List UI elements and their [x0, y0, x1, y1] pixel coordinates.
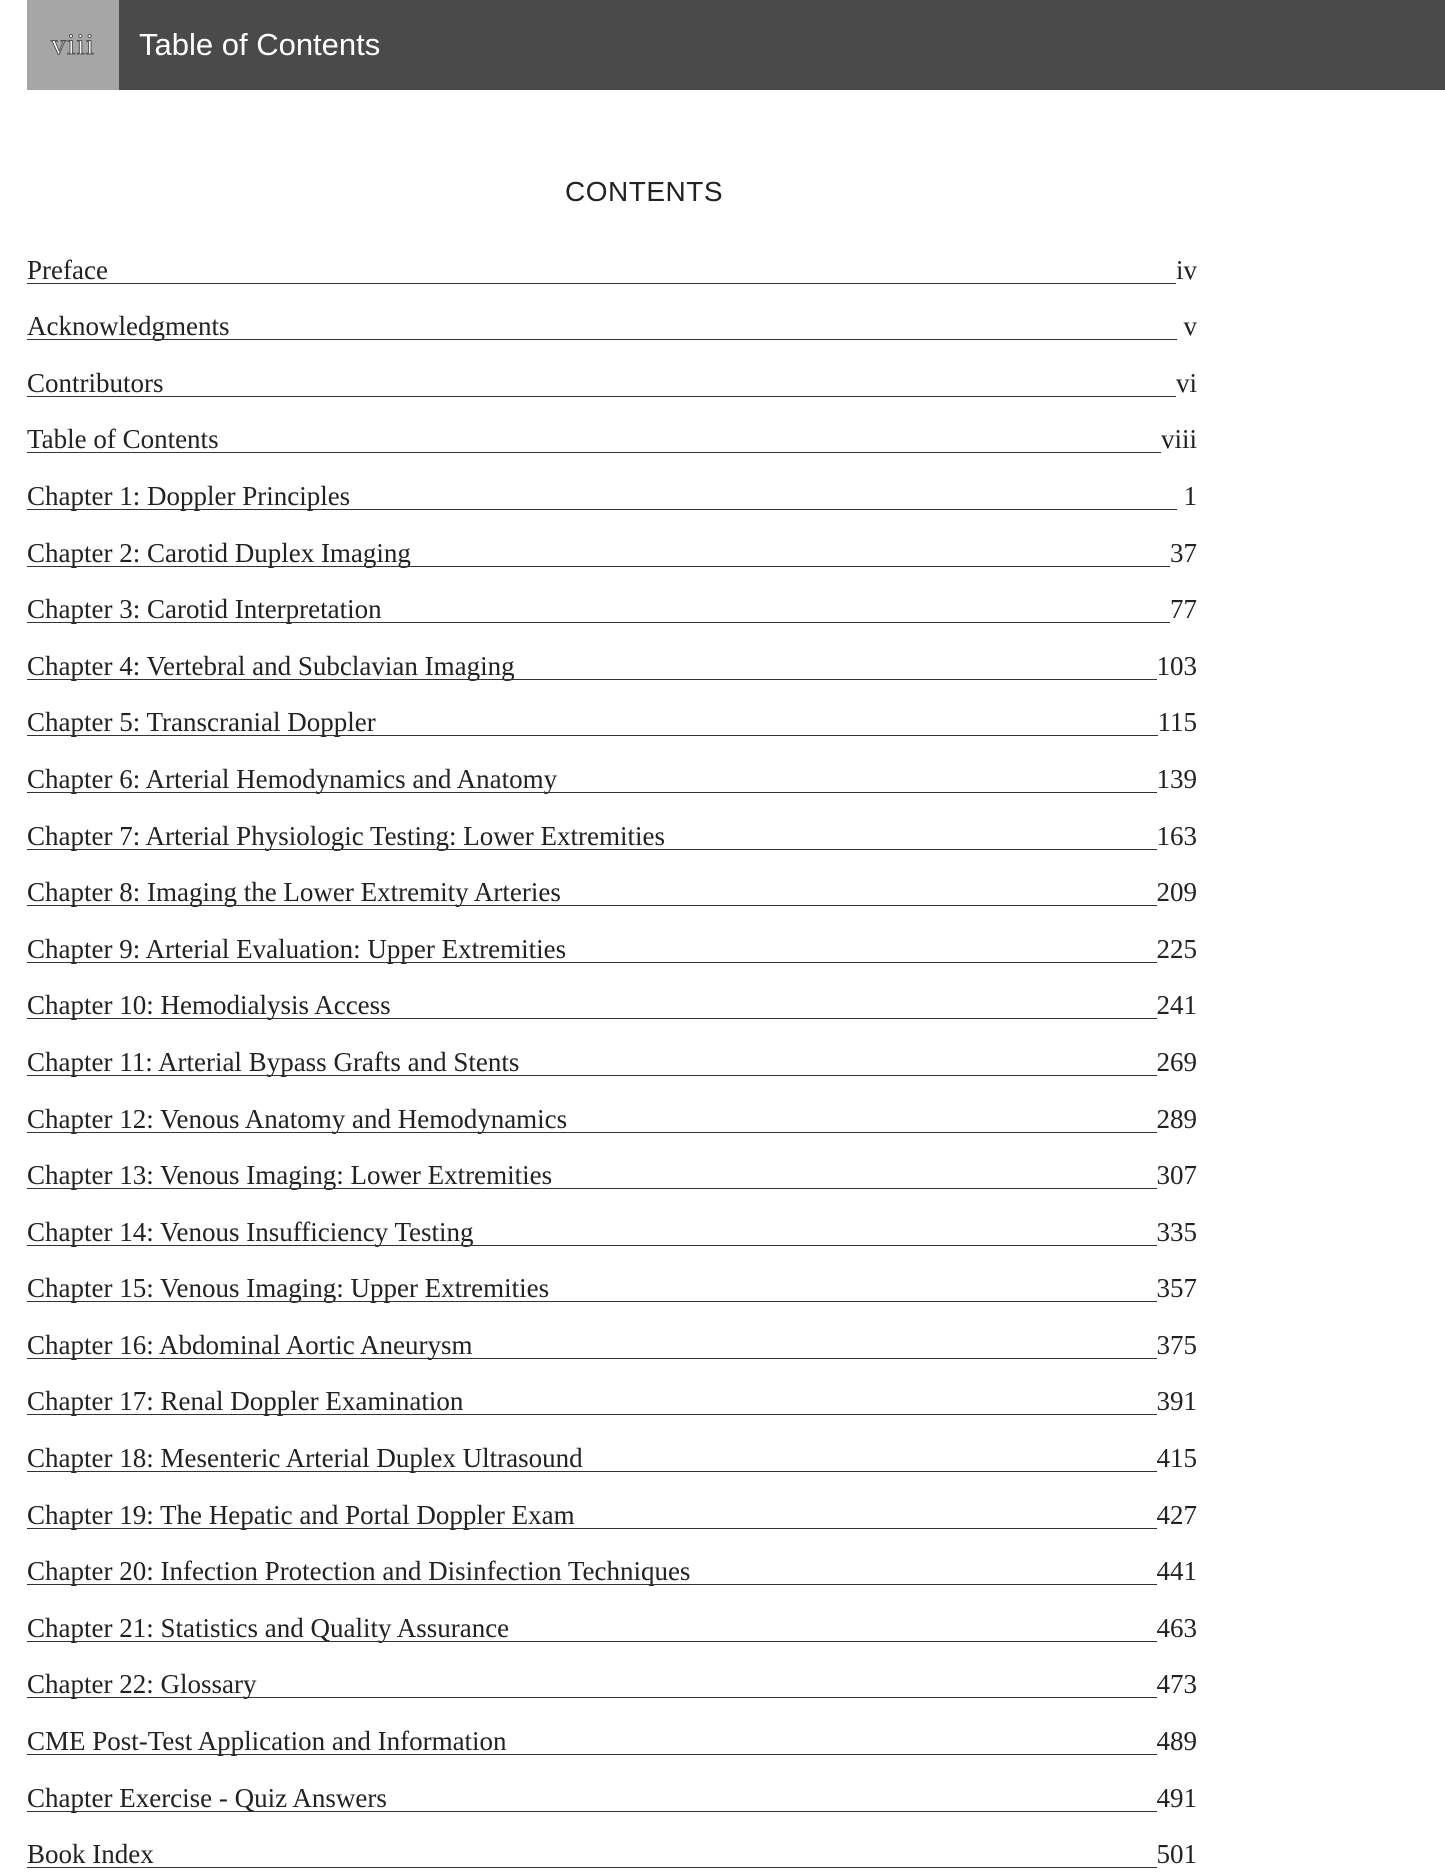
toc-entry-page-number[interactable]: 357: [1156, 1273, 1197, 1304]
toc-list: [27, 235, 1197, 1876]
toc-entry-title[interactable]: Table of Contents: [27, 424, 219, 455]
toc-entry[interactable]: [27, 235, 1197, 292]
toc-entry-underline: [27, 1754, 1157, 1755]
toc-entry-title[interactable]: Chapter 12: Venous Anatomy and Hemodynamics: [27, 1103, 568, 1134]
toc-entry-title[interactable]: Chapter 4: Vertebral and Subclavian Imaging: [27, 650, 515, 681]
contents-heading: CONTENTS: [565, 176, 723, 207]
toc-entry-page-number[interactable]: 115: [1157, 707, 1197, 738]
toc-entry[interactable]: [27, 1367, 1197, 1424]
toc-entry-page-number[interactable]: vi: [1175, 367, 1197, 398]
toc-entry-page-number[interactable]: 501: [1156, 1839, 1197, 1870]
toc-leader-line: [256, 1668, 1156, 1700]
toc-entry[interactable]: [27, 1820, 1197, 1876]
toc-entry-title[interactable]: Chapter 21: Statistics and Quality Assurance: [27, 1612, 510, 1643]
toc-entry-underline: [27, 1132, 1157, 1133]
toc-entry[interactable]: [27, 744, 1197, 801]
toc-entry[interactable]: [27, 971, 1197, 1028]
toc-entry[interactable]: [27, 1706, 1197, 1763]
toc-entry-page-number[interactable]: 463: [1156, 1612, 1197, 1643]
toc-entry-underline: [27, 905, 1157, 906]
toc-entry-title[interactable]: CME Post-Test Application and Information: [27, 1726, 507, 1757]
toc-entry-page-number[interactable]: 163: [1156, 820, 1197, 851]
toc-entry-underline: [27, 1641, 1157, 1642]
toc-entry[interactable]: [27, 1650, 1197, 1707]
header-running-title: Table of Contents: [139, 27, 381, 62]
toc-entry-title[interactable]: Chapter 3: Carotid Interpretation: [27, 594, 382, 625]
toc-entry-title[interactable]: Chapter 10: Hemodialysis Access: [27, 990, 391, 1021]
toc-entry[interactable]: [27, 801, 1197, 858]
toc-entry-title[interactable]: Chapter 9: Arterial Evaluation: Upper Extremities: [27, 933, 567, 964]
toc-entry-title[interactable]: Chapter 11: Arterial Bypass Grafts and Stents: [27, 1046, 520, 1077]
toc-entry-underline: [27, 1188, 1157, 1189]
toc-leader-line: [515, 650, 1157, 682]
toc-entry-title[interactable]: Chapter 8: Imaging the Lower Extremity Arteries: [27, 877, 561, 908]
toc-entry-underline: [27, 1471, 1157, 1472]
toc-leader-line: [549, 1272, 1156, 1304]
toc-entry-page-number[interactable]: 335: [1156, 1216, 1197, 1247]
toc-entry-underline: [27, 1245, 1157, 1246]
toc-entry[interactable]: [27, 348, 1197, 405]
toc-entry[interactable]: [27, 292, 1197, 349]
toc-entry[interactable]: [27, 1027, 1197, 1084]
toc-entry-page-number[interactable]: 209: [1156, 877, 1197, 908]
toc-leader-line: [690, 1555, 1156, 1587]
toc-entry-page-number[interactable]: 289: [1156, 1103, 1197, 1134]
toc-entry-page-number[interactable]: 1: [1183, 480, 1197, 511]
toc-entry-underline: [27, 566, 1170, 567]
toc-entry[interactable]: [27, 1480, 1197, 1537]
toc-entry-page-number[interactable]: 441: [1156, 1556, 1197, 1587]
toc-entry[interactable]: [27, 1254, 1197, 1311]
toc-entry-title[interactable]: Chapter 17: Renal Doppler Examination: [27, 1386, 464, 1417]
toc-entry-underline: [27, 622, 1170, 623]
toc-leader-line: [391, 989, 1157, 1021]
toc-entry[interactable]: [27, 405, 1197, 462]
toc-leader-line: [583, 1442, 1157, 1474]
toc-leader-line: [557, 763, 1156, 795]
toc-entry[interactable]: [27, 1310, 1197, 1367]
toc-entry-page-number[interactable]: 269: [1156, 1046, 1197, 1077]
toc-entry[interactable]: [27, 575, 1197, 632]
toc-entry-title[interactable]: Chapter 5: Transcranial Doppler: [27, 707, 376, 738]
toc-entry-underline: [27, 962, 1157, 963]
toc-entry-title[interactable]: Chapter 13: Venous Imaging: Lower Extremities: [27, 1160, 553, 1191]
toc-entry-title[interactable]: Preface: [27, 254, 108, 285]
toc-entry-title[interactable]: Chapter 19: The Hepatic and Portal Doppler Exam: [27, 1499, 575, 1530]
toc-entry-page-number[interactable]: 307: [1156, 1160, 1197, 1191]
toc-entry-title[interactable]: Chapter 22: Glossary: [27, 1669, 257, 1700]
toc-entry-page-number[interactable]: 103: [1156, 650, 1197, 681]
toc-entry[interactable]: [27, 1423, 1197, 1480]
toc-entry-underline: [27, 339, 1177, 340]
toc-entry[interactable]: [27, 1763, 1197, 1820]
toc-entry-page-number[interactable]: 77: [1170, 594, 1197, 625]
toc-leader-line: [561, 876, 1157, 908]
toc-entry-underline: [27, 1075, 1157, 1076]
toc-entry-underline: [27, 1301, 1157, 1302]
toc-leader-line: [519, 1046, 1156, 1078]
toc-entry-underline: [27, 1584, 1157, 1585]
toc-entry-page-number[interactable]: 427: [1156, 1499, 1197, 1530]
toc-leader-line: [474, 1216, 1157, 1248]
toc-leader-line: [552, 1159, 1156, 1191]
toc-entry-page-number[interactable]: 375: [1156, 1329, 1197, 1360]
toc-entry-underline: [27, 1811, 1157, 1812]
toc-leader-line: [387, 1782, 1157, 1814]
toc-entry-title[interactable]: Book Index: [27, 1839, 154, 1870]
toc-entry-page-number[interactable]: viii: [1160, 424, 1197, 455]
toc-leader-line: [154, 1838, 1157, 1870]
toc-entry-underline: [27, 509, 1177, 510]
toc-entry-title[interactable]: Chapter 6: Arterial Hemodynamics and Anatomy: [27, 763, 558, 794]
toc-entry-page-number[interactable]: 225: [1156, 933, 1197, 964]
toc-entry[interactable]: [27, 858, 1197, 915]
toc-entry-underline: [27, 1867, 1157, 1868]
toc-leader-line: [566, 933, 1156, 965]
toc-entry-page-number[interactable]: v: [1183, 311, 1197, 342]
toc-entry[interactable]: [27, 1593, 1197, 1650]
header-page-number: viii: [27, 0, 119, 90]
toc-entry[interactable]: [27, 518, 1197, 575]
toc-entry-underline: [27, 679, 1157, 680]
toc-entry-underline: [27, 792, 1157, 793]
toc-entry[interactable]: [27, 914, 1197, 971]
toc-entry-underline: [27, 1414, 1157, 1415]
toc-entry-title[interactable]: Contributors: [27, 367, 164, 398]
toc-leader-line: [229, 310, 1177, 342]
toc-entry-title[interactable]: Chapter 14: Venous Insufficiency Testing: [27, 1216, 474, 1247]
toc-entry-underline: [27, 1528, 1157, 1529]
toc-entry[interactable]: [27, 1537, 1197, 1594]
toc-entry-underline: [27, 735, 1158, 736]
toc-leader-line: [575, 1499, 1157, 1531]
toc-entry-underline: [27, 283, 1176, 284]
toc-entry-underline: [27, 849, 1157, 850]
toc-entry-page-number[interactable]: iv: [1175, 254, 1197, 285]
running-header: [27, 0, 1445, 90]
toc-entry-title[interactable]: Chapter 18: Mesenteric Arterial Duplex Ultrasound: [27, 1443, 583, 1474]
toc-entry-underline: [27, 1697, 1157, 1698]
toc-entry-title[interactable]: Chapter 15: Venous Imaging: Upper Extremities: [27, 1273, 550, 1304]
toc-entry-page-number[interactable]: 415: [1156, 1443, 1197, 1474]
toc-entry-page-number[interactable]: 491: [1156, 1782, 1197, 1813]
toc-entry-page-number[interactable]: 37: [1170, 537, 1197, 568]
toc-leader-line: [219, 423, 1161, 455]
toc-entry-underline: [27, 1358, 1157, 1359]
toc-entry-underline: [27, 1018, 1157, 1019]
toc-entry-page-number[interactable]: 489: [1156, 1726, 1197, 1757]
toc-entry[interactable]: [27, 1197, 1197, 1254]
toc-leader-line: [376, 706, 1158, 738]
toc-leader-line: [665, 820, 1157, 852]
toc-leader-line: [472, 1329, 1156, 1361]
toc-leader-line: [507, 1725, 1157, 1757]
toc-entry-page-number[interactable]: 241: [1156, 990, 1197, 1021]
toc-entry-title[interactable]: Chapter 1: Doppler Principles: [27, 480, 351, 511]
toc-entry[interactable]: [27, 461, 1197, 518]
toc-entry-page-number[interactable]: 391: [1156, 1386, 1197, 1417]
toc-entry[interactable]: [27, 688, 1197, 745]
toc-leader-line: [509, 1612, 1156, 1644]
toc-leader-line: [108, 254, 1176, 286]
toc-entry[interactable]: [27, 631, 1197, 688]
toc-entry-title[interactable]: Chapter 20: Infection Protection and Disinfection Techniques: [27, 1556, 691, 1587]
toc-entry-underline: [27, 452, 1161, 453]
toc-entry-title[interactable]: Chapter 2: Carotid Duplex Imaging: [27, 537, 411, 568]
toc-leader-line: [567, 1103, 1156, 1135]
toc-leader-line: [382, 593, 1170, 625]
toc-entry-title[interactable]: Chapter 16: Abdominal Aortic Aneurysm: [27, 1329, 473, 1360]
toc-entry-title[interactable]: Chapter Exercise - Quiz Answers: [27, 1782, 387, 1813]
toc-leader-line: [411, 537, 1170, 569]
toc-entry[interactable]: [27, 1084, 1197, 1141]
toc-leader-line: [164, 367, 1176, 399]
toc-entry-page-number[interactable]: 473: [1156, 1669, 1197, 1700]
toc-leader-line: [463, 1385, 1156, 1417]
toc-entry-page-number[interactable]: 139: [1156, 763, 1197, 794]
toc-entry-title[interactable]: Acknowledgments: [27, 311, 230, 342]
toc-entry-underline: [27, 396, 1176, 397]
toc-entry-title[interactable]: Chapter 7: Arterial Physiologic Testing: Lower Extremities: [27, 820, 665, 851]
toc-leader-line: [350, 480, 1177, 512]
toc-entry[interactable]: [27, 1141, 1197, 1198]
